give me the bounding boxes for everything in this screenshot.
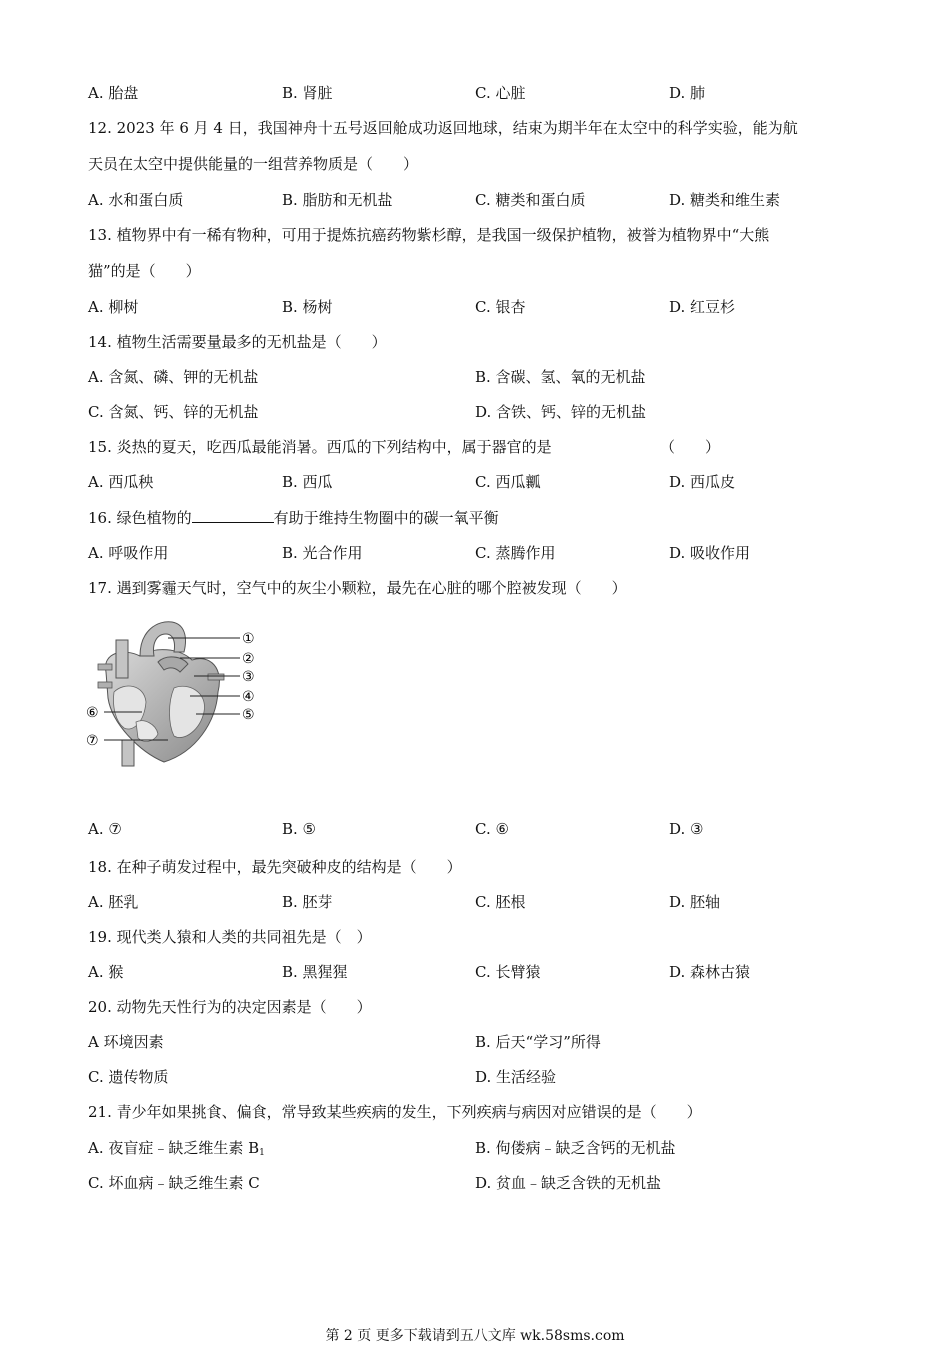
q21-option-a: [88, 1137, 265, 1158]
q17-option-a: A. ⑦: [88, 820, 122, 838]
heart-label-5: ⑤: [242, 707, 255, 723]
q17-option-d: D. ③: [669, 820, 704, 838]
q20-option-a: A 环境因素: [88, 1033, 164, 1051]
q16-option-b: B. 光合作用: [282, 544, 363, 562]
q16-option-c: C. 蒸腾作用: [475, 544, 556, 562]
q19-option-d: D. 森林古猿: [669, 963, 751, 981]
q19-option-c: C. 长臂猿: [475, 963, 541, 981]
q13-option-b: B. 杨树: [282, 298, 333, 316]
q11-option-c: C. 心脏: [475, 84, 526, 102]
q11-option-b: B. 肾脏: [282, 84, 333, 102]
q16-blank: [192, 508, 274, 523]
q20-option-b: B. 后天“学习”所得: [475, 1033, 601, 1051]
q19-option-b: B. 黑猩猩: [282, 963, 348, 981]
q14-option-b: B. 含碳、氢、氧的无机盐: [475, 368, 646, 386]
heart-label-2: ②: [242, 651, 255, 667]
heart-label-7: ⑦: [86, 733, 99, 749]
q18-option-a: A. 胚乳: [88, 893, 139, 911]
q15-option-c: C. 西瓜瓤: [475, 473, 541, 491]
q13-stem-line1: 13. 植物界中有一稀有物种，可用于提炼抗癌药物紫杉醇，是我国一级保护植物，被誉为植物界中“大熊: [88, 226, 770, 244]
q16-option-a: A. 呼吸作用: [88, 544, 169, 562]
heart-label-3: ③: [242, 669, 255, 685]
q11-option-d: D. 肺: [669, 84, 706, 102]
q15-answer-paren: （ ）: [660, 438, 721, 456]
q13-option-a: A. 柳树: [88, 298, 139, 316]
q12-option-a: A. 水和蛋白质: [88, 191, 184, 209]
q12-stem-line1: 12. 2023 年 6 月 4 日，我国神舟十五号返回舱成功返回地球，结束为期半年在太空中的科学实验，能为航: [88, 119, 798, 137]
q16-stem: [88, 507, 499, 528]
q20-stem: 20. 动物先天性行为的决定因素是（ ）: [88, 998, 372, 1016]
q14-stem: 14. 植物生活需要量最多的无机盐是（ ）: [88, 333, 387, 351]
q18-option-d: D. 胚轴: [669, 893, 721, 911]
page-footer: 第 2 页 更多下载请到五八文库 wk.58sms.com: [325, 1328, 625, 1344]
q20-option-d: D. 生活经验: [475, 1068, 557, 1086]
q13-stem-line2: 猫”的是（ ）: [88, 262, 201, 280]
q15-option-b: B. 西瓜: [282, 473, 333, 491]
q14-option-d: D. 含铁、钙、锌的无机盐: [475, 403, 647, 421]
q11-option-a: A. 胎盘: [88, 84, 139, 102]
q21-option-a-text: A. 夜盲症﹣缺乏维生素 B: [88, 1139, 260, 1157]
q17-option-c: C. ⑥: [475, 820, 509, 838]
heart-label-4: ④: [242, 689, 255, 705]
q16-stem-pre: 16. 绿色植物的: [88, 509, 192, 527]
heart-diagram: [84, 612, 264, 772]
q12-option-c: C. 糖类和蛋白质: [475, 191, 586, 209]
q18-stem: 18. 在种子萌发过程中，最先突破种皮的结构是（ ）: [88, 858, 462, 876]
q15-stem: 15. 炎热的夏天，吃西瓜最能消暑。西瓜的下列结构中，属于器官的是: [88, 438, 552, 456]
q16-option-d: D. 吸收作用: [669, 544, 751, 562]
q19-stem: 19. 现代类人猿和人类的共同祖先是（ ）: [88, 928, 372, 946]
q18-option-b: B. 胚芽: [282, 893, 333, 911]
q15-option-a: A. 西瓜秧: [88, 473, 154, 491]
q21-option-a-subscript: 1: [259, 1148, 265, 1158]
q13-option-d: D. 红豆杉: [669, 298, 736, 316]
q15-option-d: D. 西瓜皮: [669, 473, 736, 491]
q17-option-b: B. ⑤: [282, 820, 317, 838]
q21-option-d: D. 贫血﹣缺乏含铁的无机盐: [475, 1174, 662, 1192]
q12-stem-line2: 天员在太空中提供能量的一组营养物质是（ ）: [88, 155, 419, 173]
q21-option-b: B. 佝偻病﹣缺乏含钙的无机盐: [475, 1139, 676, 1157]
q21-stem: 21. 青少年如果挑食、偏食，常导致某些疾病的发生，下列疾病与病因对应错误的是（ ）: [88, 1103, 702, 1121]
q12-option-b: B. 脂肪和无机盐: [282, 191, 393, 209]
q18-option-c: C. 胚根: [475, 893, 526, 911]
q17-stem: 17. 遇到雾霾天气时，空气中的灰尘小颗粒，最先在心脏的哪个腔被发现（ ）: [88, 579, 627, 597]
heart-label-6: ⑥: [86, 705, 99, 721]
q14-option-a: A. 含氮、磷、钾的无机盐: [88, 368, 259, 386]
q16-stem-post: 有助于维持生物圈中的碳一氧平衡: [273, 509, 499, 527]
q12-option-d: D. 糖类和维生素: [669, 191, 781, 209]
q13-option-c: C. 银杏: [475, 298, 526, 316]
q21-option-c: C. 坏血病﹣缺乏维生素 C: [88, 1174, 260, 1192]
q20-option-c: C. 遗传物质: [88, 1068, 169, 1086]
heart-label-1: ①: [242, 631, 255, 647]
q14-option-c: C. 含氮、钙、锌的无机盐: [88, 403, 259, 421]
q19-option-a: A. 猴: [88, 963, 124, 981]
